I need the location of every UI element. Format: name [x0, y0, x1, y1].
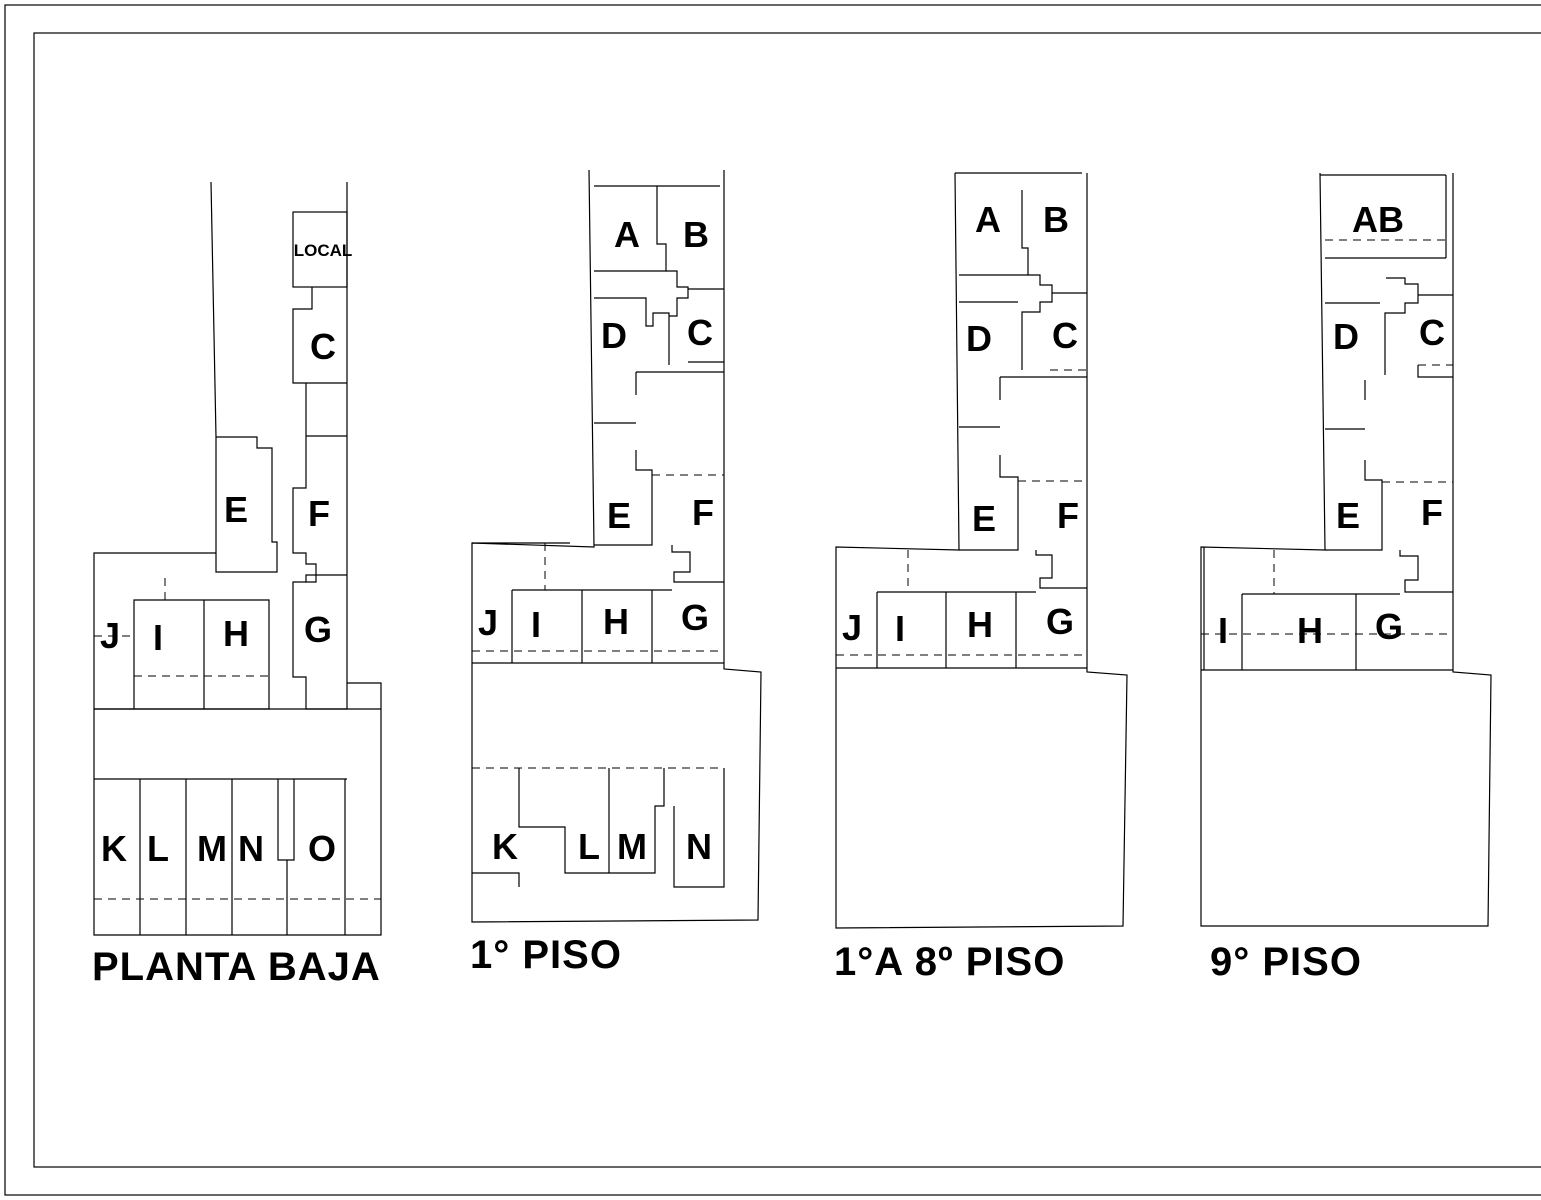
unit-label: F — [692, 492, 714, 533]
unit-label: J — [477, 602, 499, 643]
unit-label: D — [1333, 316, 1359, 357]
floor-title-1a8-piso: 1°A 8º PISO — [834, 940, 1066, 984]
unit-label: G — [303, 609, 333, 650]
unit-label: B — [683, 214, 709, 255]
unit-label: I — [894, 608, 906, 649]
unit-label: L — [147, 828, 169, 869]
unit-label: LOCAL — [293, 241, 353, 260]
unit-label: J — [99, 615, 121, 656]
unit-label: E — [971, 498, 997, 539]
unit-label: E — [223, 489, 249, 530]
unit-label: F — [1057, 495, 1079, 536]
unit-label: E — [606, 495, 632, 536]
floor-title-9-piso: 9° PISO — [1210, 940, 1362, 984]
floor-title-1-piso: 1° PISO — [470, 933, 622, 977]
unit-label: K — [492, 826, 518, 867]
unit-label: O — [307, 828, 337, 869]
unit-label: A — [975, 199, 1001, 240]
unit-label: L — [578, 826, 600, 867]
unit-label: H — [603, 601, 629, 642]
unit-label: J — [841, 607, 863, 648]
unit-label: C — [310, 326, 336, 367]
unit-label: H — [967, 604, 993, 645]
unit-label: N — [238, 828, 264, 869]
plan-planta-baja — [94, 182, 381, 935]
unit-label: G — [680, 597, 710, 638]
unit-label: I — [1217, 610, 1229, 651]
unit-label: D — [601, 315, 627, 356]
unit-label: G — [1374, 606, 1404, 647]
floor-title-planta-baja: PLANTA BAJA — [92, 945, 381, 989]
unit-label: N — [686, 826, 712, 867]
plan-1a8-piso — [836, 173, 1127, 928]
unit-label: A — [614, 214, 640, 255]
plan-1-piso — [472, 170, 761, 922]
plan-9-piso — [1201, 173, 1491, 926]
unit-label: M — [197, 828, 227, 869]
unit-label: C — [687, 312, 713, 353]
unit-label: M — [617, 826, 647, 867]
unit-label: AB — [1352, 199, 1404, 240]
unit-label: D — [966, 318, 992, 359]
unit-label: F — [1421, 492, 1443, 533]
unit-label: I — [530, 604, 542, 645]
unit-label: B — [1043, 199, 1069, 240]
unit-label: F — [308, 493, 330, 534]
unit-label: E — [1335, 495, 1361, 536]
unit-label: C — [1052, 315, 1078, 356]
unit-label: I — [152, 617, 164, 658]
unit-label: H — [223, 613, 249, 654]
unit-label: G — [1045, 601, 1075, 642]
unit-label: K — [101, 828, 127, 869]
unit-label: C — [1419, 312, 1445, 353]
unit-label: H — [1297, 610, 1323, 651]
